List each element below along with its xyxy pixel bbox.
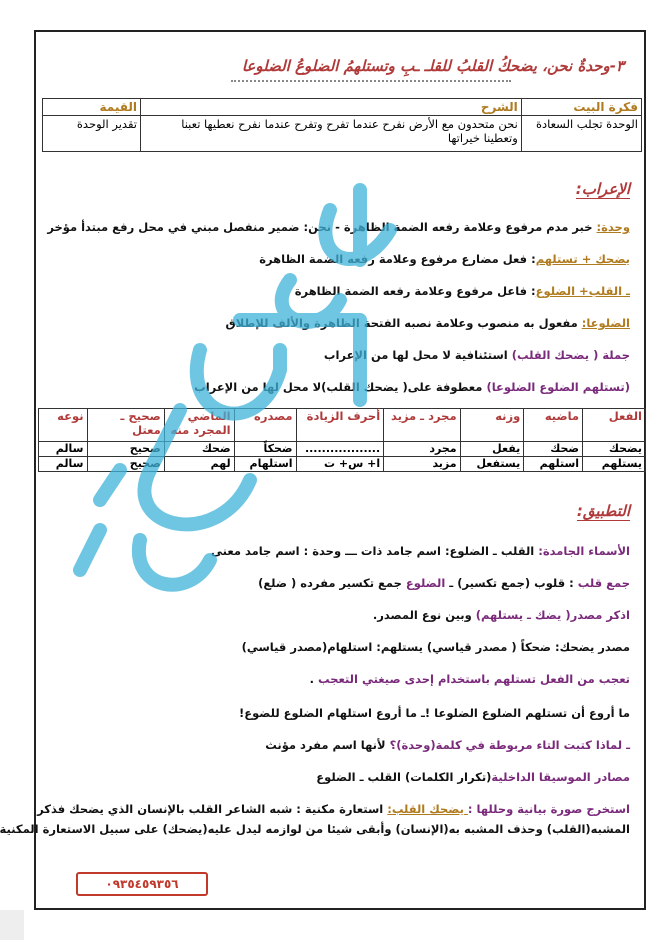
tatbiq-line: جمع قلب : قلوب (جمع تكسير) ـ الضلوع جمع تكسير مفرده ( ضلع) (258, 576, 630, 590)
header-sound-weak: صحيح ـ معتل (87, 409, 164, 442)
cell-value: تقدير الوحدة (43, 116, 141, 152)
tatbiq-line: المشبه(القلب) وحذف المشبه به(الإنسان) وأبقى شيئا من لوازمه ليدل عليه(يضحك) على سبيل الاستعارة المكنية (0, 822, 630, 836)
header-type: نوعه (39, 409, 88, 442)
irab-line: جملة ( يضحك القلب) استئنافية لا محل لها من الإعراب (323, 348, 630, 362)
page-title: ٣-وحدةٌ نحن، يضحكُ القلبُ للقلـ ـبِ وتستلهمُ الضلوعُ الضلوعا (241, 57, 624, 75)
tatbiq-line: مصادر الموسيقا الداخلية(تكرار الكلمات) القلب ـ الضلوع (316, 770, 630, 784)
tatbiq-line: اذكر مصدر( يضك ـ يستلهم) وبين نوع المصدر. (372, 608, 630, 622)
phone-number-box: ٠٩٣٥٤٥٩٣٥٦ (76, 872, 208, 896)
header-verb: الفعل (583, 409, 646, 442)
header-masdar: مصدره (234, 409, 296, 442)
table-row: يستلهم استلهم يستفعل مزيد ا+ س+ ت استلهام لهم صحيح سالم (39, 457, 646, 472)
header-past: ماضيه (524, 409, 583, 442)
explanation-table (42, 98, 642, 152)
tatbiq-line: استخرج صورة بيانية وحللها : يضحك القلب: استعارة مكنية : شبه الشاعر القلب بالإنسان الذي يضحك فذكر (37, 802, 630, 816)
header-base-past: الماضي المجرد منه (164, 409, 234, 442)
tatbiq-line: مصدر يضحك: ضحكاً ( مصدر قياسي) يستلهم: استلهام(مصدر قياسي) (241, 640, 630, 654)
irab-line: وحدة: خبر مدم مرفوع وعلامة رفعه الضمة الظاهرة - نحن: ضمير منفصل مبني في محل رفع مبتدأ مؤخر (47, 220, 630, 234)
tatbiq-line: ما أروع أن تستلهم الضلوع الضلوعا !ـ ما أروع استلهام الضلوع للضوع! (238, 706, 630, 720)
worksheet-page (0, 30, 646, 910)
title-underline (231, 80, 511, 82)
header-pattern: وزنه (460, 409, 524, 442)
irab-line: يضحك + تستلهم: فعل مضارع مرفوع وعلامة رفعه الضمة الظاهرة (259, 252, 630, 266)
irab-heading: الإعراب: (575, 180, 630, 198)
tatbiq-heading: التطبيق: (576, 502, 630, 520)
header-base-added: مجرد ـ مزيد (384, 409, 460, 442)
irab-line: ـ القلب+ الضلوع: فاعل مرفوع وعلامة رفعه الضمة الظاهرة (294, 284, 630, 298)
verb-analysis-table (38, 408, 646, 472)
header-explanation: الشرح (140, 99, 521, 116)
page-corner (0, 910, 24, 940)
header-added-letters: أحرف الزيادة (296, 409, 384, 442)
tatbiq-line: تعجب من الفعل تستلهم باستخدام إحدى صيغتي التعجب . (309, 672, 630, 686)
irab-line: الضلوعا: مفعول به منصوب وعلامة نصبه الفتحة الظاهرة والألف للإطلاق (225, 316, 630, 330)
header-value: القيمة (43, 99, 141, 116)
cell-idea: الوحدة تجلب السعادة (521, 116, 641, 152)
cell-explanation: نحن متحدون مع الأرض نفرح عندما تفرح وتفرح عندما نفرح نعطيها تعبنا وتعطينا خيراتها (140, 116, 521, 152)
irab-line: (تستلهم الضلوع الضلوعا) معطوفة على( يضحك القلب)لا محل لها من الإعراب (194, 380, 630, 394)
table-row: يضحك ضحك يفعل مجرد .................. ضحكاً ضحك صحيح سالم (39, 442, 646, 457)
header-idea: فكرة البيت (521, 99, 641, 116)
tatbiq-line: الأسماء الجامدة: القلب ـ الضلوع: اسم جامد ذات ـــ وحدة : اسم جامد معنى (211, 544, 630, 558)
tatbiq-line: ـ لماذا كتبت التاء مربوطة في كلمة(وحدة)؟ لأنها اسم مفرد مؤنث (265, 738, 630, 752)
